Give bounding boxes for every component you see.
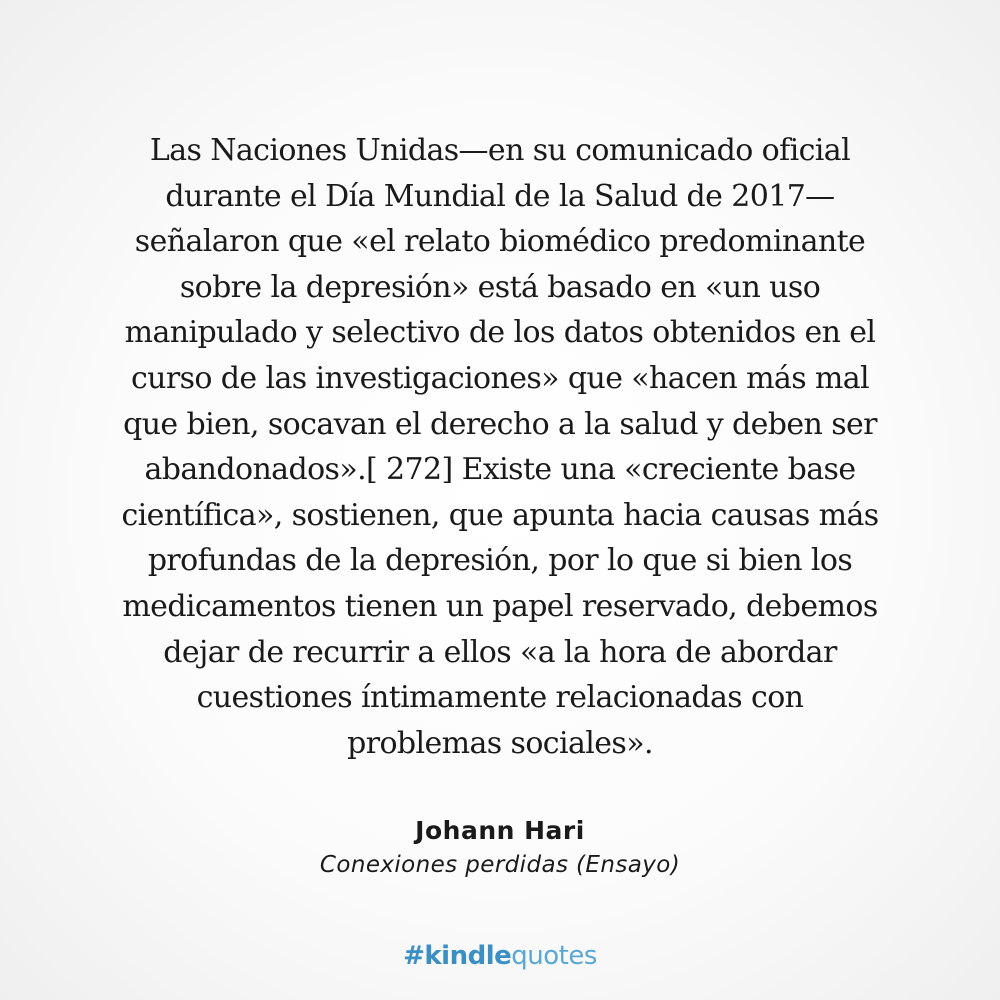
quote-text — [60, 128, 940, 766]
quote-line: sobre la depresión» está basado en «un uso — [179, 269, 821, 305]
quote-line: dejar de recurrir a ellos «a la hora de abordar — [163, 634, 837, 670]
quote-line: abandonados».[ 272] Existe una «creciente base — [144, 452, 856, 488]
quote-line: durante el Día Mundial de la Salud de 2017— — [165, 178, 835, 214]
attribution — [0, 814, 1000, 882]
kindle-quotes-hashtag — [0, 938, 1000, 974]
quote-line: curso de las investigaciones» que «hacen más mal — [130, 360, 870, 396]
quote-line: señalaron que «el relato biomédico predominante — [134, 224, 866, 260]
quote-line: que bien, socavan el derecho a la salud y deben ser — [123, 406, 877, 442]
book-title: Conexiones perdidas (Ensayo) — [319, 852, 681, 878]
quote-line: Las Naciones Unidas—en su comunicado oficial — [149, 133, 851, 168]
quote-line: problemas sociales». — [347, 725, 653, 761]
hashtag-prefix: #kindle — [403, 941, 512, 971]
quote-line: científica», sostienen, que apunta hacia causas más — [121, 497, 879, 533]
quote-line: manipulado y selectivo de los datos obtenidos en el — [124, 315, 876, 351]
hashtag-suffix: quotes — [511, 941, 597, 971]
quote-line: cuestiones íntimamente relacionadas con — [196, 680, 804, 716]
quote-line: profundas de la depresión, por lo que si bien los — [147, 543, 853, 579]
author-name: Johann Hari — [415, 816, 585, 845]
quote-line: medicamentos tienen un papel reservado, debemos — [122, 588, 878, 624]
